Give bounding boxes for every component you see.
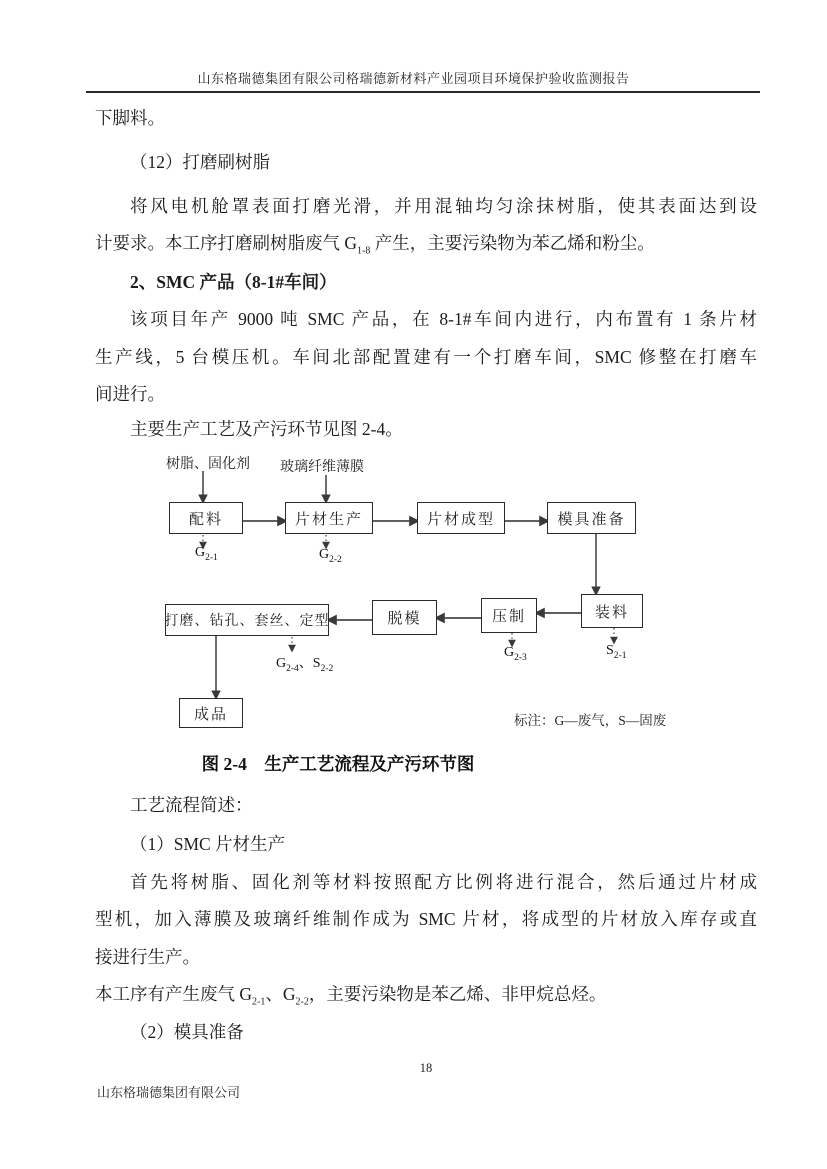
body-text: 、G <box>265 984 296 1004</box>
flow-box-pressing: 压制 <box>481 598 537 633</box>
body-text: 计要求。本工序打磨刷树脂废气 G <box>95 233 358 253</box>
emission-base: G <box>195 545 206 560</box>
body-text: 产生，主要污染物为苯乙烯和粉尘。 <box>370 233 655 253</box>
flowchart-arrows <box>0 445 827 740</box>
emission-separator: 、 <box>298 656 313 671</box>
body-line: 该项目年产 9000 吨 SMC 产品，在 8-1#车间内进行，内布置有 1 条片材 <box>130 309 757 329</box>
body-line: （12）打磨刷树脂 <box>130 152 270 172</box>
body-line: 主要生产工艺及产污环节见图 2-4。 <box>130 419 403 439</box>
section-heading: 2、SMC 产品（8-1#车间） <box>130 272 337 292</box>
body-line: 接进行生产。 <box>95 947 200 967</box>
emission-sub: 2-3 <box>514 652 527 663</box>
input-label-glassfiber: 玻璃纤维薄膜 <box>280 460 364 475</box>
emission-label-g21 <box>195 545 218 561</box>
header-title: 山东格瑞德集团有限公司格瑞德新材料产业园项目环境保护验收监测报告 <box>197 71 630 86</box>
body-line: （2）模具准备 <box>130 1022 244 1042</box>
emission-label-g23 <box>504 645 527 661</box>
flow-box-demolding: 脱模 <box>372 600 437 635</box>
emission-base: S <box>312 656 321 671</box>
flow-box-product: 成品 <box>179 698 243 728</box>
body-line: 生产线，5 台模压机。车间北部配置建有一个打磨车间，SMC 修整在打磨车 <box>95 347 757 367</box>
flow-box-finishing: 打磨、钻孔、套丝、定型 <box>165 604 329 636</box>
body-line: 将风电机舱罩表面打磨光滑，并用混轴均匀涂抹树脂，使其表面达到设 <box>130 196 757 216</box>
emission-label-s21 <box>606 643 626 659</box>
input-label-resin: 树脂、固化剂 <box>166 457 250 472</box>
flow-box-mold-prep: 模具准备 <box>547 502 636 534</box>
emission-label-g22 <box>319 547 342 563</box>
emission-sub: 2-1 <box>613 650 627 661</box>
flow-box-loading: 装料 <box>581 594 643 628</box>
body-line: （1）SMC 片材生产 <box>130 834 286 854</box>
gas-subscript: 1-8 <box>357 245 371 257</box>
gas-subscript: 2-1 <box>252 996 266 1008</box>
header-rule <box>86 91 760 93</box>
flow-box-peiliao: 配料 <box>169 502 243 534</box>
emission-base: G <box>319 547 330 562</box>
figure-caption: 图 2-4 生产工艺流程及产污环节图 <box>201 754 475 774</box>
flow-box-sheet-production: 片材生产 <box>285 502 373 534</box>
footer-company: 山东格瑞德集团有限公司 <box>97 1085 241 1100</box>
emission-sub: 2-2 <box>329 554 342 565</box>
emission-label-g24-s22 <box>276 652 333 672</box>
body-line <box>95 231 757 255</box>
body-line: 首先将树脂、固化剂等材料按照配方比例将进行混合，然后通过片材成 <box>130 872 757 892</box>
body-line: 间进行。 <box>95 384 165 404</box>
emission-base: G <box>504 645 515 660</box>
emission-sub: 2-2 <box>320 663 334 674</box>
emission-base: G <box>276 656 287 671</box>
flow-box-sheet-forming: 片材成型 <box>417 502 505 534</box>
emission-sub: 2-1 <box>205 552 218 563</box>
body-text: ，主要污染物是苯乙烯、非甲烷总烃。 <box>308 984 607 1004</box>
emission-base: S <box>606 643 614 658</box>
gas-subscript: 2-2 <box>295 996 309 1008</box>
body-line: 型机，加入薄膜及玻璃纤维制作成为 SMC 片材，将成型的片材放入库存或直 <box>95 909 757 929</box>
figure-legend: 标注：G—废气，S—固废 <box>514 713 667 728</box>
body-line <box>95 982 757 1006</box>
body-text: 本工序有产生废气 G <box>95 984 253 1004</box>
page-number: 18 <box>419 1061 433 1075</box>
emission-sub: 2-4 <box>286 663 299 674</box>
body-line: 下脚料。 <box>95 108 165 128</box>
body-line: 工艺流程简述： <box>130 795 253 815</box>
